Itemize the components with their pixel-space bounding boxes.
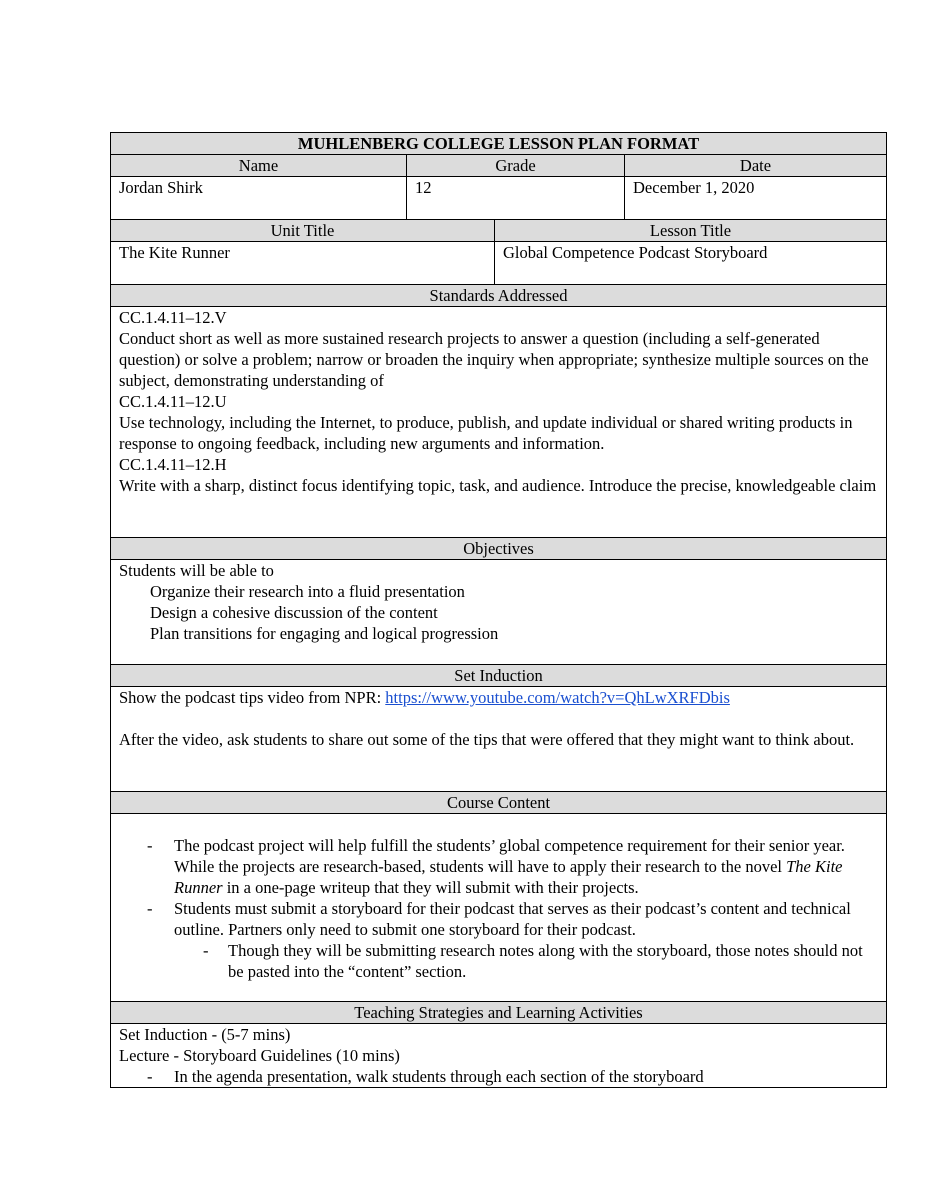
objectives-section — [111, 560, 886, 665]
unit-header-row — [111, 220, 886, 242]
sub-list-item: - Though they will be submitting research notes along with the storyboard, those notes should not be pasted into the “content” section. — [119, 940, 878, 982]
objectives-intro: Students will be able to — [119, 561, 274, 580]
course-content-list — [119, 835, 878, 982]
teaching-section — [111, 1024, 886, 1087]
lesson-title-value: Global Competence Podcast Storyboard — [503, 243, 768, 262]
activity-line: Lecture - Storyboard Guidelines (10 mins) — [119, 1046, 400, 1065]
lesson-plan-table — [110, 132, 887, 1088]
grade-value: 12 — [407, 177, 625, 219]
standard-text: Conduct short as well as more sustained research projects to answer a question (including a self-generated question) or solve a problem; narrow or broaden the inquiry when appropriate; synthesize multiple sources on the subject, demonstrating understanding of — [119, 329, 869, 390]
unit-title-value: The Kite Runner — [111, 242, 495, 284]
info-values-row — [111, 177, 886, 220]
standard-code: CC.1.4.11–12.H — [119, 455, 227, 474]
grade-label: Grade — [407, 155, 625, 176]
set-induction-heading: Set Induction — [111, 665, 886, 687]
list-item: - In the agenda presentation, walk students through each section of the storyboard — [119, 1066, 878, 1087]
unit-title-label: Unit Title — [111, 220, 495, 241]
date-value: December 1, 2020 — [633, 178, 755, 197]
novel-title: The Kite Runner — [174, 857, 843, 897]
objective-item: Design a cohesive discussion of the content — [150, 603, 438, 622]
course-content-heading: Course Content — [111, 792, 886, 814]
standard-code: CC.1.4.11–12.U — [119, 392, 227, 411]
activity-line: Set Induction - (5-7 mins) — [119, 1025, 291, 1044]
standard-code: CC.1.4.11–12.V — [119, 308, 227, 327]
date-label: Date — [739, 156, 772, 175]
list-item: - The podcast project will help fulfill the students’ global competence requirement for their senior year. While the projects are research-based, students will have to apply their research to the novel The Kite Runner in a one-page writeup that they will submit with their projects. — [119, 835, 878, 898]
standard-text: Use technology, including the Internet, to produce, publish, and update individual or shared writing products in response to ongoing feedback, including new arguments and information. — [119, 413, 853, 453]
lesson-title-label: Lesson Title — [649, 221, 732, 240]
set-induction-line — [119, 687, 878, 708]
standards-section — [111, 307, 886, 538]
objective-item: Organize their research into a fluid presentation — [150, 582, 465, 601]
standards-heading: Standards Addressed — [111, 285, 886, 307]
list-item: - Students must submit a storyboard for their podcast that serves as their podcast’s content and technical outline. Partners only need to submit one storyboard for their podcast. — [119, 898, 878, 940]
set-induction-followup: After the video, ask students to share out some of the tips that were offered that they might want to think about. — [119, 730, 855, 749]
objective-item: Plan transitions for engaging and logical progression — [150, 624, 499, 643]
standard-text: Write with a sharp, distinct focus identifying topic, task, and audience. Introduce the precise, knowledgeable claim — [119, 476, 877, 495]
page-title: MUHLENBERG COLLEGE LESSON PLAN FORMAT — [111, 133, 886, 155]
teaching-heading: Teaching Strategies and Learning Activities — [111, 1002, 886, 1024]
teaching-list — [119, 1066, 878, 1087]
course-content-section — [111, 814, 886, 1002]
video-link[interactable]: https://www.youtube.com/watch?v=QhLwXRFDbis — [385, 688, 730, 707]
set-induction-text: Show the podcast tips video from NPR: — [119, 688, 386, 707]
set-induction-section — [111, 687, 886, 792]
unit-values-row — [111, 242, 886, 285]
name-value: Jordan Shirk — [111, 177, 407, 219]
name-label: Name — [111, 155, 407, 176]
objectives-heading: Objectives — [111, 538, 886, 560]
info-header-row — [111, 155, 886, 177]
